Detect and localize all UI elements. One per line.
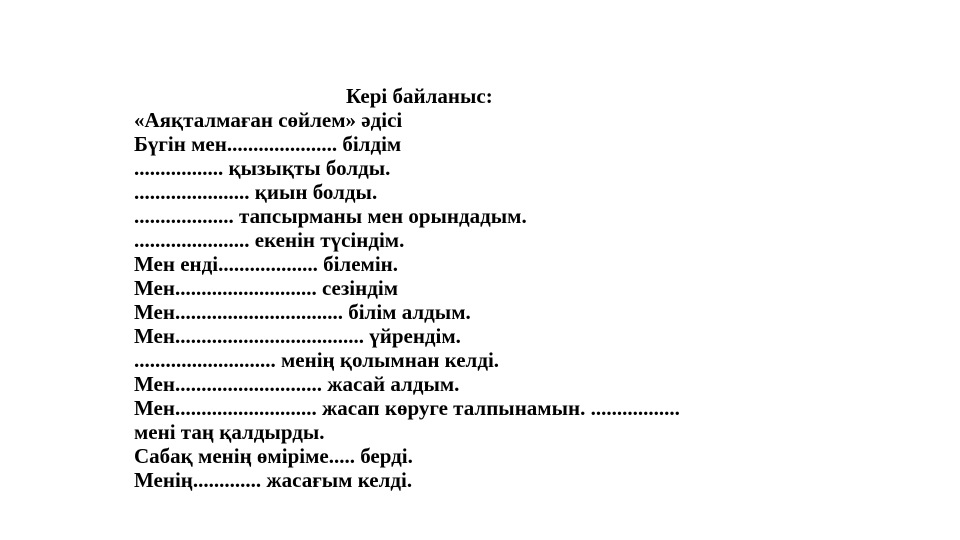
text-line-felt: Мен........................... сезіндім — [134, 276, 398, 300]
text-line-managed: ........................... менің қолымнан келді. — [134, 348, 500, 372]
text-line-learned: Мен.................................... үйрендім. — [134, 324, 461, 348]
text-line-interesting: ................. қызықты болды. — [134, 156, 391, 180]
text-line-could-do: Мен............................ жасай алдым. — [134, 372, 460, 396]
text-line-surprised: мені таң қалдырды. — [134, 420, 325, 444]
heading: Кері байланыс: — [346, 84, 493, 108]
text-line-learned-today: Бүгін мен..................... білдім — [134, 132, 402, 156]
text-line-method: «Аяқталмаған сөйлем» әдісі — [134, 108, 403, 132]
text-line-will-try: Мен........................... жасап көруге талпынамын. ................. — [134, 396, 680, 420]
text-line-lesson-gave: Сабақ менің өміріме..... берді. — [134, 444, 413, 468]
text-line-task-done: ................... тапсырманы мен орындадым. — [134, 204, 527, 228]
slide-text-block — [134, 84, 680, 492]
text-line-now-know: Мен енді................... білемін. — [134, 252, 399, 276]
text-line-got-knowledge: Мен................................ білім алдым. — [134, 300, 471, 324]
text-line-want-to-do: Менің............. жасағым келді. — [134, 468, 413, 492]
text-line-understood: ...................... екенін түсіндім. — [134, 228, 405, 252]
text-line-difficult: ...................... қиын болды. — [134, 180, 378, 204]
